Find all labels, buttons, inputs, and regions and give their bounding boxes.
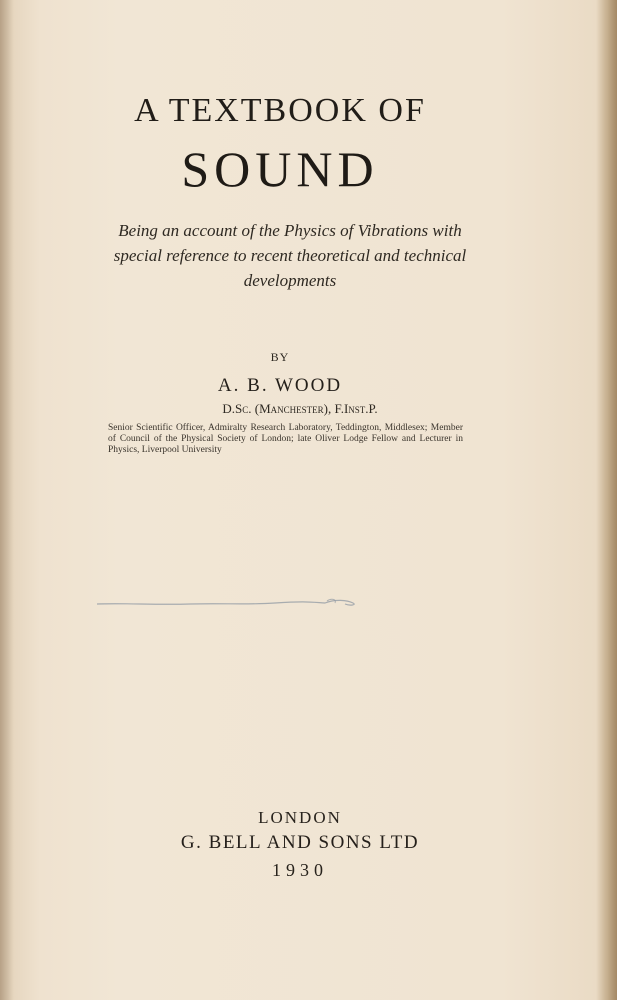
book-subtitle: Being an account of the Physics of Vibrations with special reference to recent theoretical and technical developments bbox=[113, 221, 467, 290]
page-edge bbox=[607, 0, 617, 1000]
author-affiliation: Senior Scientific Officer, Admiralty Research Laboratory, Teddington, Middlesex; Member of Council of the Physical Society of London; late Oliver Lodge Fellow and Lecturer in Physics, Liverpool University bbox=[108, 423, 463, 455]
publication-year: 1930 bbox=[272, 860, 328, 880]
publication-place: LONDON bbox=[258, 808, 342, 827]
author-degrees: D.Sc. (Manchester), F.Inst.P. bbox=[222, 401, 378, 416]
publisher-name: G. BELL AND SONS LTD bbox=[180, 832, 420, 853]
book-title-line-2: SOUND bbox=[181, 141, 379, 197]
author-name: A. B. WOOD bbox=[217, 375, 343, 396]
pencil-mark bbox=[95, 596, 365, 610]
by-line: BY bbox=[270, 350, 290, 364]
book-title-line-1: A TEXTBOOK OF bbox=[134, 92, 426, 129]
